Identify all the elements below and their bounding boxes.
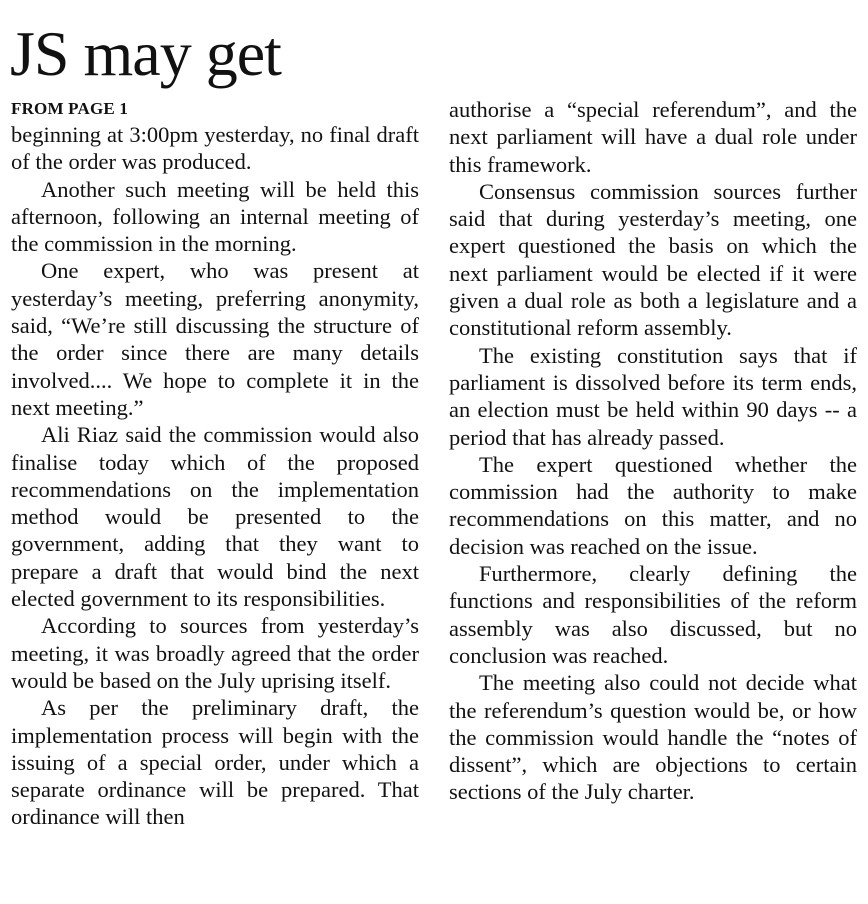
paragraph: As per the preliminary draft, the implementation process will begin with the issuing of a special order, under which a separate ordinance will be prepared. That ordinance will then (11, 695, 419, 830)
paragraph: Another such meeting will be held this afternoon, following an internal meeting of the commission in the morning. (11, 176, 419, 257)
paragraph: Ali Riaz said the commission would also finalise today which of the proposed recommendations on the implementation method would be presented to the government, adding that they want to prepare a draft that would bind the next elected government to its responsibilities. (11, 422, 419, 612)
paragraph: One expert, who was present at yesterday’s meeting, preferring anonymity, said, “We’re still discussing the structure of the order since there are many details involved.... We hope to complete it in the next meeting.” (11, 258, 419, 420)
paragraph: Furthermore, clearly defining the functions and responsibilities of the reform assembly was also discussed, but no conclusion was reached. (449, 561, 857, 668)
paragraph: According to sources from yesterday’s meeting, it was broadly agreed that the order would be based on the July uprising itself. (11, 613, 419, 693)
paragraph: Consensus commission sources further said that during yesterday’s meeting, one expert questioned the basis on which the next parliament would be elected if it were given a dual role as both a legislature and a constitutional reform assembly. (449, 178, 857, 341)
article-column-left (11, 121, 419, 893)
paragraph: The expert questioned whether the commission had the authority to make recommendations on this matter, and no decision was reached on the issue. (449, 451, 857, 559)
paragraph: The meeting also could not decide what the referendum’s question would be, or how the commission would handle the “notes of dissent”, which are objections to certain sections of the July charter. (449, 670, 857, 805)
paragraph: The existing constitution says that if parliament is dissolved before its term ends, an election must be held within 90 days -- a period that has already passed. (449, 342, 857, 450)
headline: JS may get (10, 18, 281, 89)
article-column-right (449, 96, 857, 896)
paragraph-continuation: authorise a “special referendum”, and the next parliament will have a dual role under this framework. (449, 97, 857, 177)
jump-label: FROM PAGE 1 (11, 99, 129, 118)
paragraph-continuation: beginning at 3:00pm yesterday, no final draft of the order was produced. (11, 122, 419, 175)
